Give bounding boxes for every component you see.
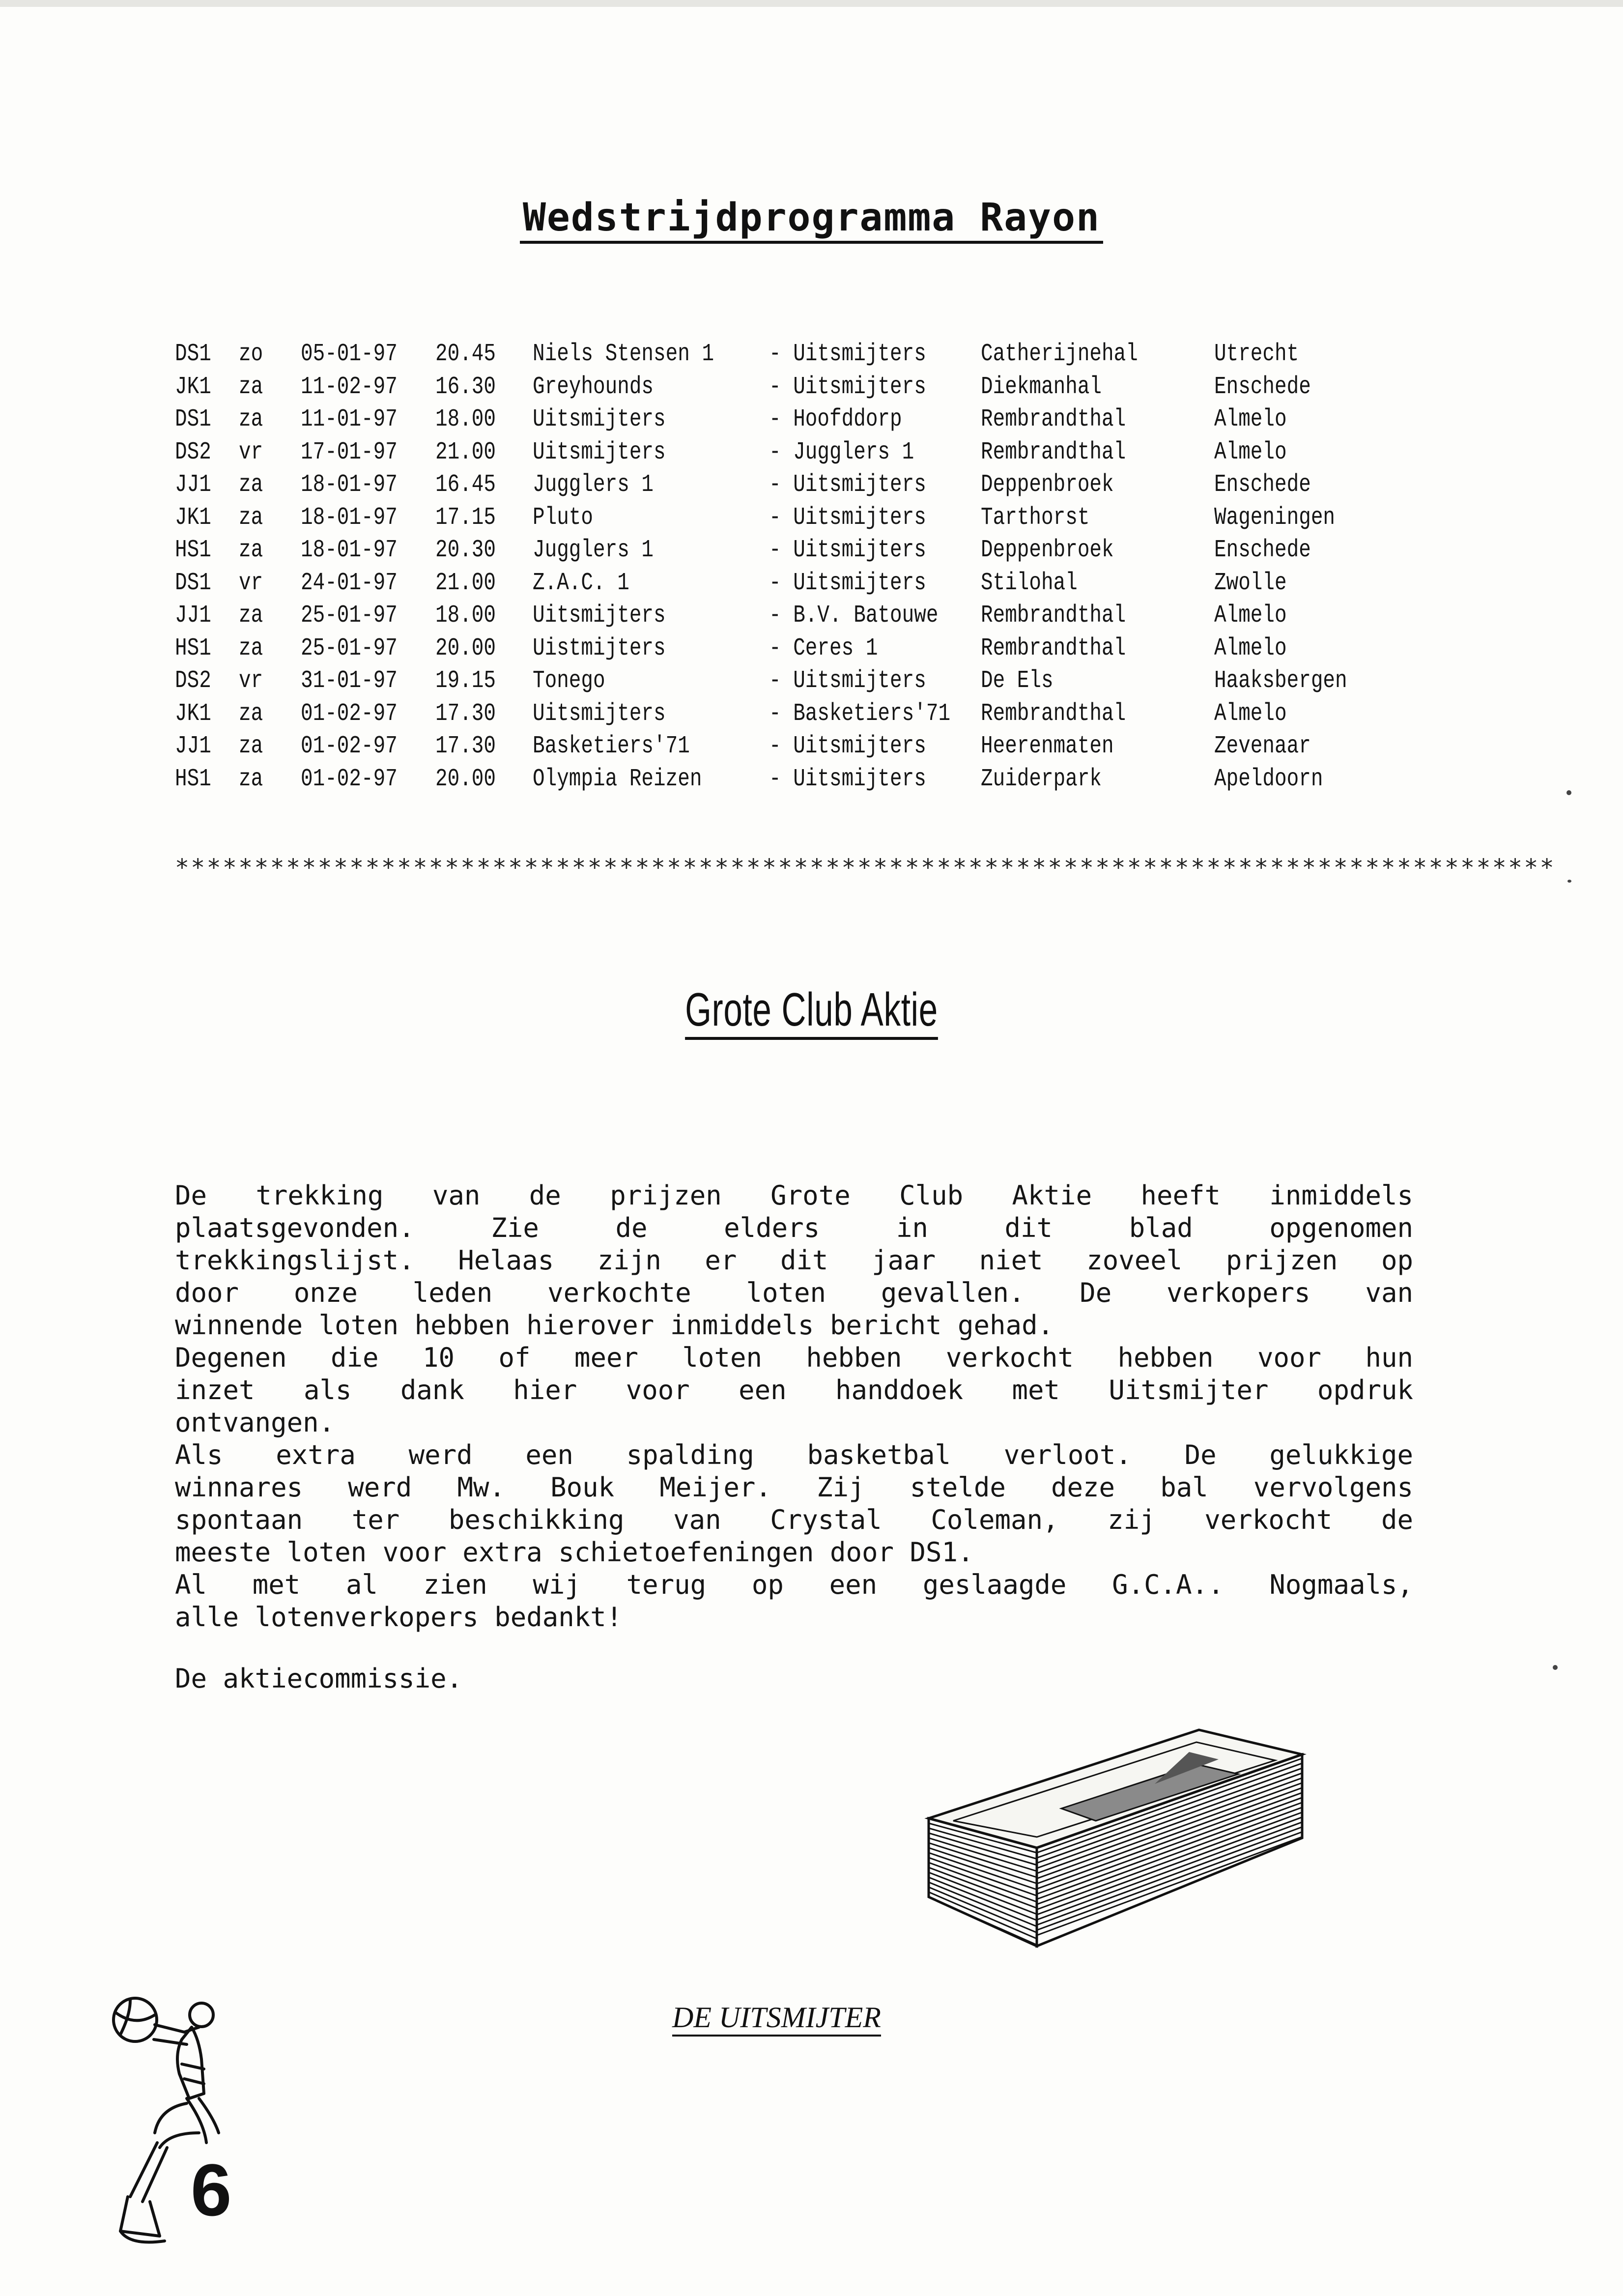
schedule-date: 18-01-97 — [301, 536, 398, 564]
footer-magazine-name: DE UITSMIJTER — [672, 2000, 881, 2037]
schedule-home: Jugglers 1 — [533, 536, 654, 564]
schedule-away: - Uitsmijters — [769, 732, 926, 760]
schedule-away: - Uitsmijters — [769, 340, 926, 368]
schedule-home: Uitsmijters — [533, 438, 666, 466]
schedule-row — [0, 371, 1623, 404]
schedule-day: za — [239, 602, 263, 630]
schedule-title: Wedstrijdprogramma Rayon — [0, 196, 1623, 240]
schedule-date: 17-01-97 — [301, 438, 398, 466]
schedule-time: 20.00 — [435, 634, 496, 662]
schedule-home: Uistmijters — [533, 634, 666, 662]
schedule-time: 17.30 — [435, 732, 496, 760]
schedule-team: DS2 — [175, 667, 211, 695]
schedule-row — [0, 730, 1623, 763]
schedule-team: DS1 — [175, 340, 211, 368]
schedule-city: Almelo — [1214, 634, 1287, 662]
schedule-city: Zwolle — [1214, 569, 1287, 597]
schedule-time: 20.30 — [435, 536, 496, 564]
basketball-player-illustration — [101, 1985, 278, 2261]
schedule-row — [0, 600, 1623, 632]
schedule-city: Enschede — [1214, 536, 1311, 564]
schedule-row — [0, 403, 1623, 436]
schedule-hall: Rembrandthal — [981, 438, 1126, 466]
schedule-date: 01-02-97 — [301, 765, 398, 793]
schedule-time: 17.15 — [435, 503, 496, 532]
schedule-hall: Catherijnehal — [981, 340, 1138, 368]
schedule-date: 05-01-97 — [301, 340, 398, 368]
article-line: De trekking van de prijzen Grote Club Aktie heeft inmiddels — [175, 1180, 1413, 1211]
schedule-team: HS1 — [175, 634, 211, 662]
schedule-date: 11-01-97 — [301, 405, 398, 433]
schedule-hall: Deppenbroek — [981, 471, 1114, 499]
article-line: meeste loten voor extra schietoefeningen door DS1. — [175, 1537, 974, 1568]
schedule-row — [0, 665, 1623, 698]
schedule-row — [0, 534, 1623, 567]
schedule-home: Pluto — [533, 503, 594, 532]
schedule-home: Uitsmijters — [533, 405, 666, 433]
schedule-time: 20.45 — [435, 340, 496, 368]
schedule-city: Zevenaar — [1214, 732, 1311, 760]
article-line: trekkingslijst. Helaas zijn er dit jaar niet zoveel prijzen op — [175, 1245, 1413, 1276]
schedule-date: 25-01-97 — [301, 634, 398, 662]
schedule-hall: Heerenmaten — [981, 732, 1114, 760]
schedule-date: 11-02-97 — [301, 373, 398, 401]
schedule-hall: Rembrandthal — [981, 634, 1126, 662]
schedule-time: 21.00 — [435, 569, 496, 597]
schedule-home: Jugglers 1 — [533, 471, 654, 499]
schedule-team: JJ1 — [175, 471, 211, 499]
schedule-day: vr — [239, 667, 263, 695]
schedule-city: Almelo — [1214, 405, 1287, 433]
schedule-time: 17.30 — [435, 699, 496, 728]
money-stack-illustration — [924, 1725, 1307, 1951]
article-line: Als extra werd een spalding basketbal verloot. De gelukkige — [175, 1439, 1413, 1470]
schedule-away: - Uitsmijters — [769, 471, 926, 499]
schedule-day: za — [239, 471, 263, 499]
schedule-away: - Uitsmijters — [769, 569, 926, 597]
schedule-home: Z.A.C. 1 — [533, 569, 629, 597]
scan-top-edge — [0, 0, 1623, 7]
schedule-city: Almelo — [1214, 699, 1287, 728]
schedule-row — [0, 698, 1623, 731]
separator-line: *************************************************************************************** — [175, 854, 1556, 882]
schedule-table — [0, 338, 1623, 796]
schedule-team: JJ1 — [175, 732, 211, 760]
schedule-city: Utrecht — [1214, 340, 1299, 368]
schedule-day: zo — [239, 340, 263, 368]
schedule-away: - Uitsmijters — [769, 536, 926, 564]
schedule-date: 25-01-97 — [301, 602, 398, 630]
schedule-hall: Deppenbroek — [981, 536, 1114, 564]
scan-speck — [1567, 880, 1571, 883]
schedule-row — [0, 338, 1623, 371]
article-line: alle lotenverkopers bedankt! — [175, 1602, 623, 1633]
schedule-row — [0, 502, 1623, 535]
schedule-city: Almelo — [1214, 602, 1287, 630]
schedule-day: za — [239, 732, 263, 760]
article-line: winnende loten hebben hierover inmiddels bericht gehad. — [175, 1310, 1054, 1341]
schedule-day: za — [239, 405, 263, 433]
schedule-away: - Uitsmijters — [769, 503, 926, 532]
schedule-away: - Basketiers'71 — [769, 699, 951, 728]
schedule-day: za — [239, 503, 263, 532]
schedule-home: Niels Stensen 1 — [533, 340, 714, 368]
schedule-team: DS2 — [175, 438, 211, 466]
schedule-team: HS1 — [175, 536, 211, 564]
article-line: plaatsgevonden. Zie de elders in dit blad opgenomen — [175, 1212, 1413, 1243]
article-signoff: De aktiecommissie. — [175, 1663, 463, 1694]
schedule-day: vr — [239, 569, 263, 597]
schedule-day: za — [239, 373, 263, 401]
schedule-time: 16.45 — [435, 471, 496, 499]
schedule-city: Enschede — [1214, 471, 1311, 499]
schedule-away: - B.V. Batouwe — [769, 602, 939, 630]
article-line: inzet als dank hier voor een handdoek met Uitsmijter opdruk — [175, 1375, 1413, 1406]
scan-speck — [1566, 790, 1571, 795]
schedule-row — [0, 469, 1623, 502]
schedule-row — [0, 567, 1623, 600]
schedule-hall: Zuiderpark — [981, 765, 1102, 793]
schedule-home: Tonego — [533, 667, 605, 695]
article-line: winnares werd Mw. Bouk Meijer. Zij stelde deze bal vervolgens — [175, 1472, 1413, 1503]
schedule-away: - Ceres 1 — [769, 634, 878, 662]
schedule-date: 18-01-97 — [301, 471, 398, 499]
schedule-date: 18-01-97 — [301, 503, 398, 532]
schedule-day: za — [239, 536, 263, 564]
article-line: ontvangen. — [175, 1407, 335, 1438]
schedule-hall: Rembrandthal — [981, 602, 1126, 630]
schedule-time: 19.15 — [435, 667, 496, 695]
schedule-row — [0, 436, 1623, 469]
schedule-date: 01-02-97 — [301, 732, 398, 760]
page-number: 6 — [191, 2149, 232, 2231]
schedule-city: Haaksbergen — [1214, 667, 1347, 695]
schedule-day: za — [239, 765, 263, 793]
schedule-home: Greyhounds — [533, 373, 654, 401]
schedule-day: vr — [239, 438, 263, 466]
article-title: Grote Club Aktie — [0, 983, 1623, 1040]
schedule-date: 24-01-97 — [301, 569, 398, 597]
schedule-team: HS1 — [175, 765, 211, 793]
schedule-home: Uitsmijters — [533, 699, 666, 728]
schedule-row — [0, 763, 1623, 796]
article-line: Al met al zien wij terug op een geslaagde G.C.A.. Nogmaals, — [175, 1569, 1413, 1600]
schedule-team: DS1 — [175, 405, 211, 433]
schedule-date: 31-01-97 — [301, 667, 398, 695]
schedule-away: - Uitsmijters — [769, 373, 926, 401]
schedule-city: Wageningen — [1214, 503, 1336, 532]
schedule-city: Almelo — [1214, 438, 1287, 466]
scan-speck — [1553, 1665, 1558, 1670]
schedule-time: 18.00 — [435, 602, 496, 630]
schedule-day: za — [239, 634, 263, 662]
schedule-day: za — [239, 699, 263, 728]
article-line: door onze leden verkochte loten gevallen. De verkopers van — [175, 1277, 1413, 1308]
schedule-city: Enschede — [1214, 373, 1311, 401]
schedule-away: - Jugglers 1 — [769, 438, 914, 466]
schedule-hall: De Els — [981, 667, 1054, 695]
schedule-hall: Diekmanhal — [981, 373, 1102, 401]
schedule-team: JJ1 — [175, 602, 211, 630]
schedule-time: 18.00 — [435, 405, 496, 433]
schedule-time: 16.30 — [435, 373, 496, 401]
schedule-row — [0, 632, 1623, 665]
schedule-city: Apeldoorn — [1214, 765, 1323, 793]
schedule-team: JK1 — [175, 503, 211, 532]
article-line: spontaan ter beschikking van Crystal Coleman, zij verkocht de — [175, 1504, 1413, 1535]
schedule-away: - Hoofddorp — [769, 405, 902, 433]
schedule-team: JK1 — [175, 373, 211, 401]
schedule-away: - Uitsmijters — [769, 667, 926, 695]
schedule-date: 01-02-97 — [301, 699, 398, 728]
schedule-home: Basketiers'71 — [533, 732, 690, 760]
article-line: Degenen die 10 of meer loten hebben verkocht hebben voor hun — [175, 1342, 1413, 1373]
schedule-team: JK1 — [175, 699, 211, 728]
schedule-away: - Uitsmijters — [769, 765, 926, 793]
schedule-hall: Tarthorst — [981, 503, 1090, 532]
article-body — [175, 1179, 1413, 1634]
schedule-home: Olympia Reizen — [533, 765, 702, 793]
schedule-time: 21.00 — [435, 438, 496, 466]
schedule-time: 20.00 — [435, 765, 496, 793]
schedule-hall: Stilohal — [981, 569, 1078, 597]
schedule-team: DS1 — [175, 569, 211, 597]
schedule-hall: Rembrandthal — [981, 405, 1126, 433]
schedule-hall: Rembrandthal — [981, 699, 1126, 728]
schedule-home: Uitsmijters — [533, 602, 666, 630]
